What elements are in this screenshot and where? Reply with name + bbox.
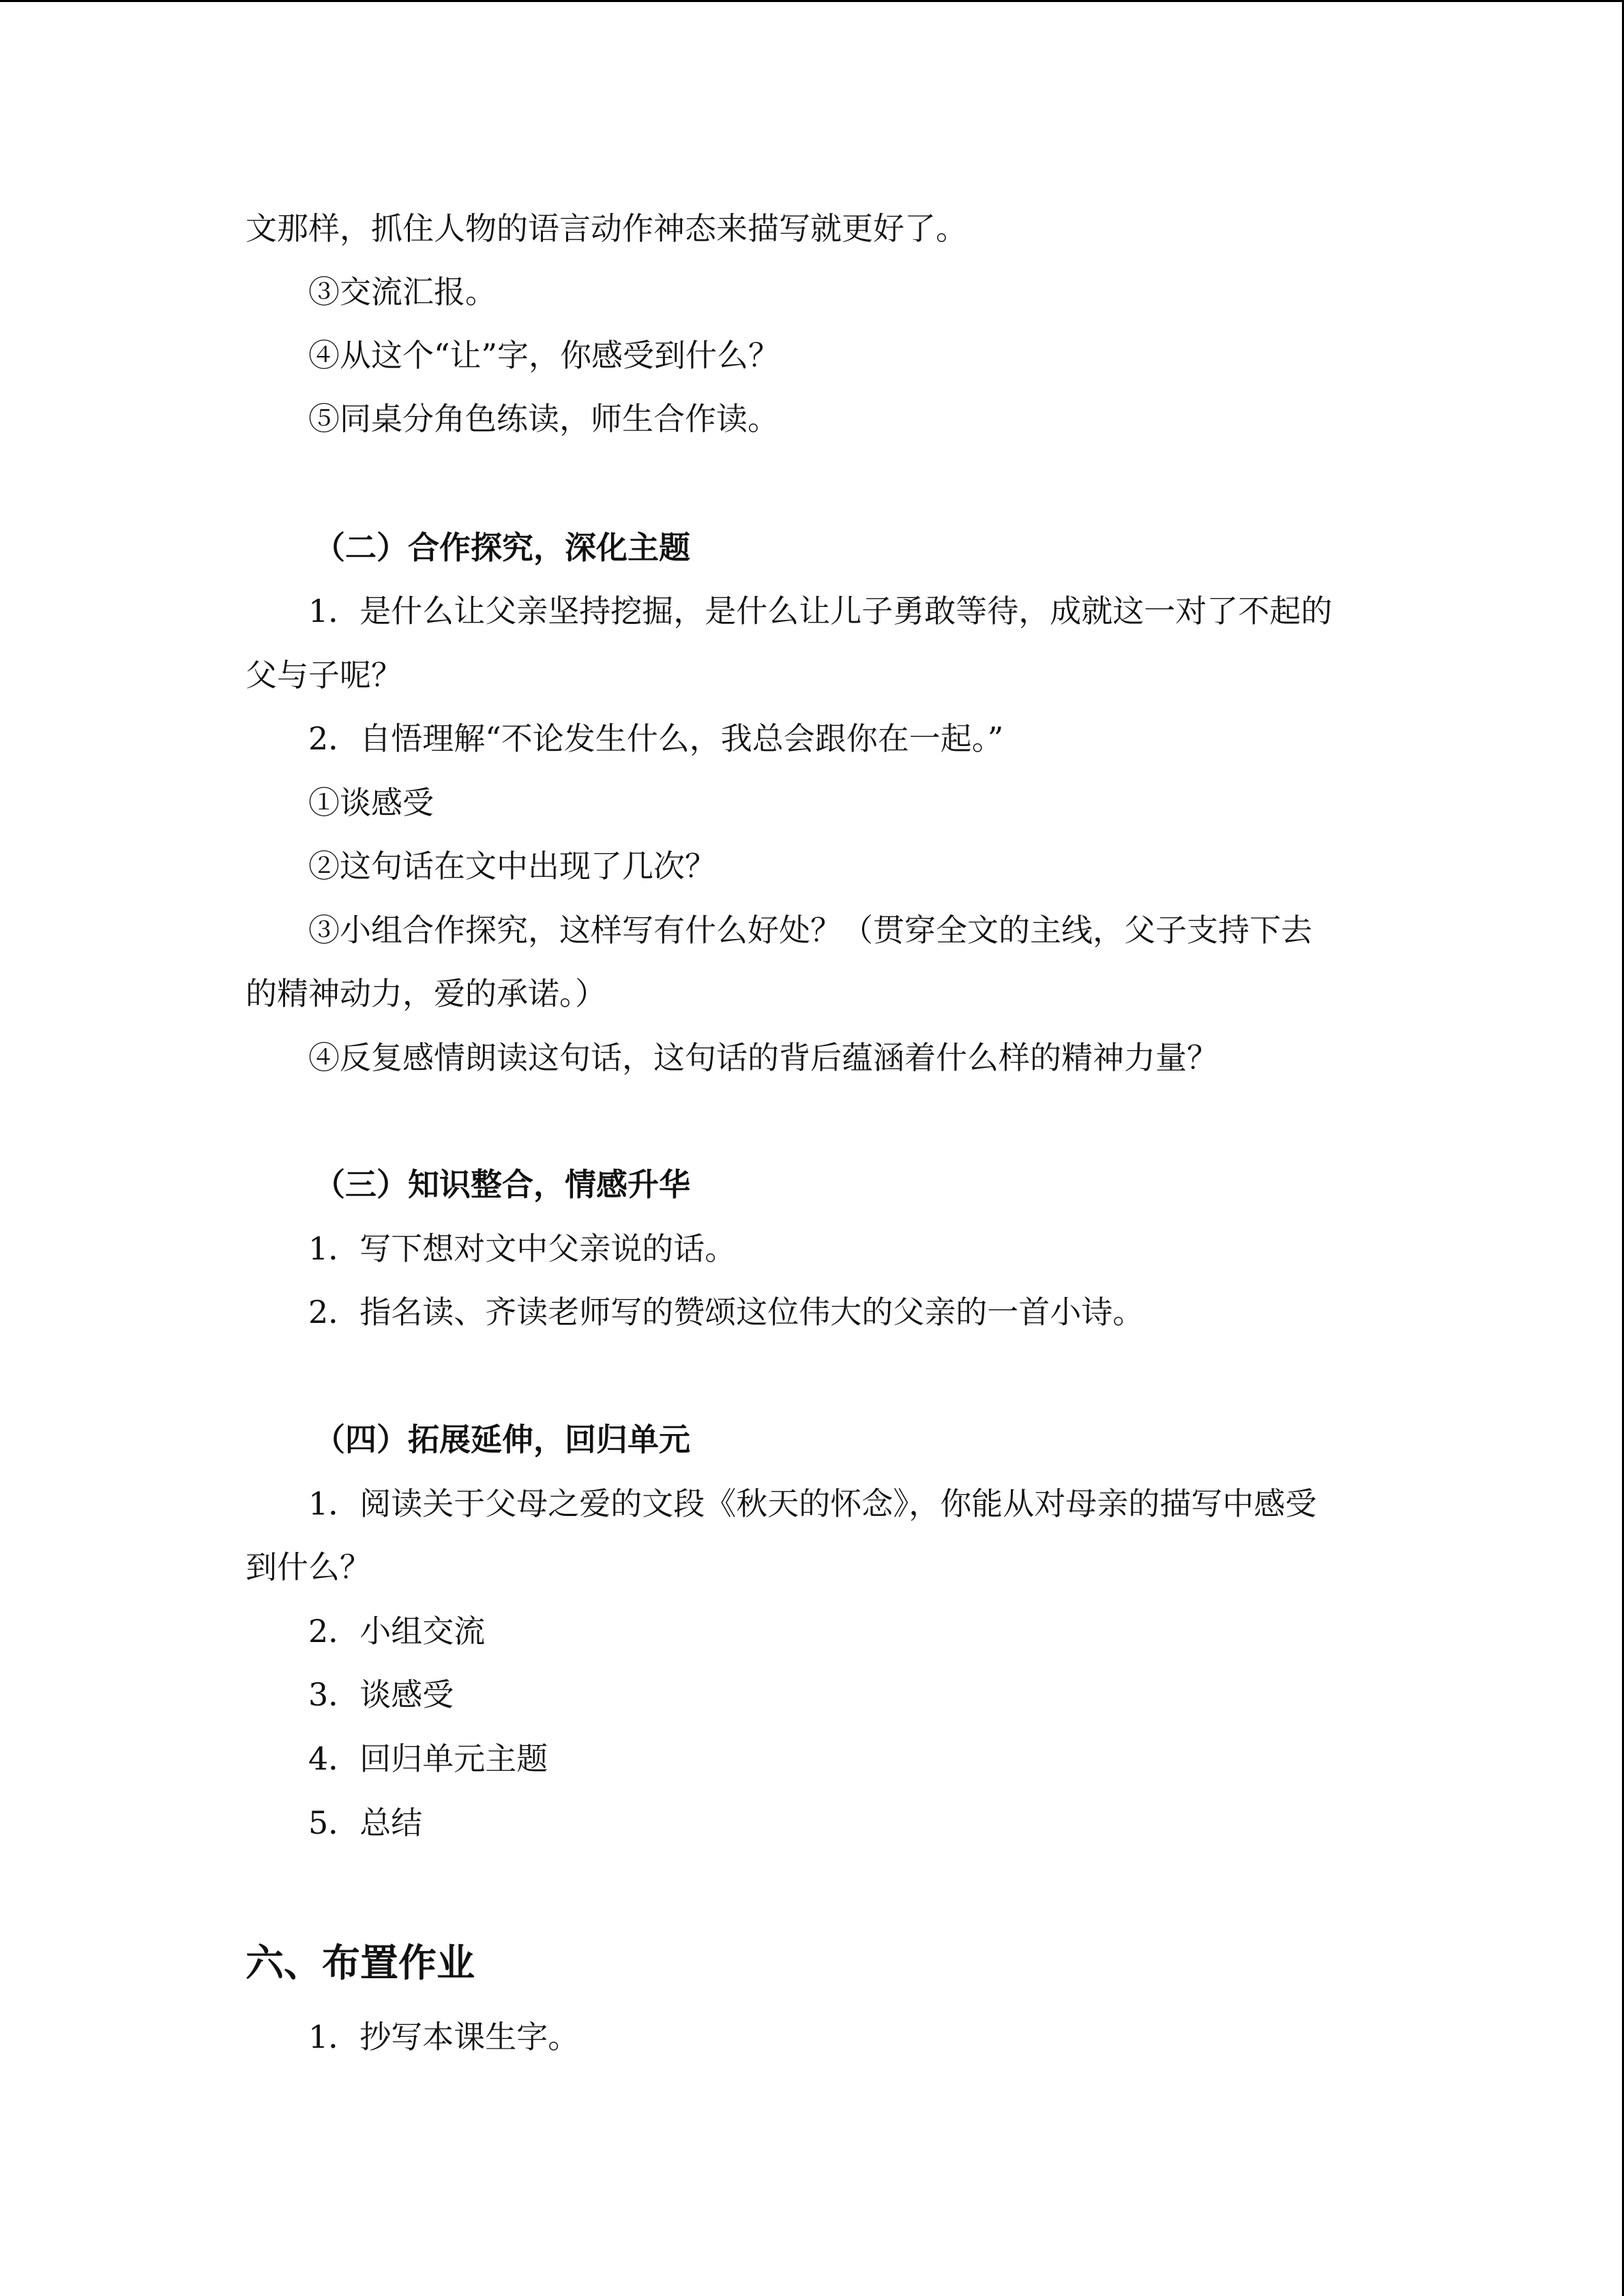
paragraph-line: 到什么？: [246, 1549, 371, 1585]
paragraph-line: 2．指名读、齐读老师写的赞颂这位伟大的父亲的一首小诗。: [308, 1294, 1145, 1330]
paragraph-line: 1．是什么让父亲坚持挖掘，是什么让儿子勇敢等待，成就这一对了不起的: [308, 593, 1333, 629]
paragraph-line: ①谈感受: [308, 784, 434, 821]
subsection-heading: （二）合作探究，深化主题: [314, 529, 690, 566]
paragraph-line: 2．小组交流: [308, 1613, 486, 1650]
paragraph-line: 4．回归单元主题: [308, 1740, 548, 1777]
paragraph-line: 父与子呢？: [246, 657, 402, 694]
paragraph-line: ③交流汇报。: [308, 273, 497, 310]
paragraph-line: ⑤同桌分角色练读，师生合作读。: [308, 400, 779, 437]
paragraph-line: ②这句话在文中出现了几次？: [308, 848, 716, 884]
paragraph-line: 文那样，抓住人物的语言动作神态来描写就更好了。: [246, 210, 967, 247]
paragraph-line: 1．写下想对文中父亲说的话。: [308, 1230, 737, 1267]
paragraph-line: 1．阅读关于父母之爱的文段《秋天的怀念》，你能从对母亲的描写中感受: [308, 1485, 1317, 1522]
paragraph-line: 2．自悟理解“不论发生什么，我总会跟你在一起。”: [308, 720, 1004, 757]
paragraph-line: ④反复感情朗读这句话，这句话的背后蕴涵着什么样的精神力量？: [308, 1039, 1218, 1076]
paragraph-line: 的精神动力，爱的承诺。）: [246, 975, 606, 1012]
paragraph-line: 3．谈感受: [308, 1676, 454, 1713]
paragraph-line: ③小组合作探究，这样写有什么好处？（贯穿全文的主线，父子支持下去: [308, 912, 1312, 949]
paragraph-line: 1．抄写本课生字。: [308, 2018, 580, 2055]
paragraph-line: 5．总结: [308, 1804, 423, 1841]
subsection-heading: （四）拓展延伸，回归单元: [314, 1421, 690, 1458]
paragraph-line: ④从这个“让”字，你感受到什么？: [308, 337, 780, 374]
subsection-heading: （三）知识整合，情感升华: [314, 1166, 690, 1203]
section-heading: 六、布置作业: [246, 1941, 475, 1986]
